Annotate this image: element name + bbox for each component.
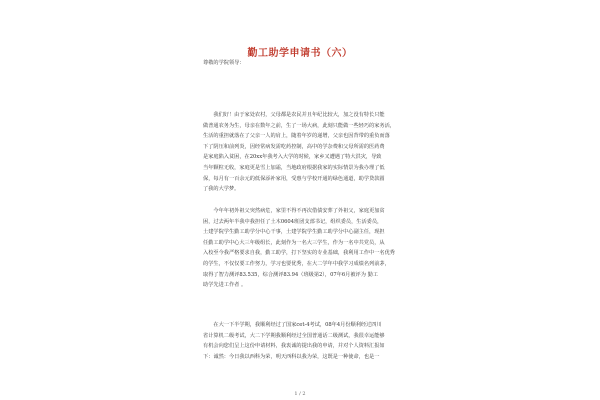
document-title: 勤工助学申请书（六） — [247, 48, 353, 59]
paragraph-line: 是家庭陷入贫困，在20xx年我考入大学的时候，家乡又遭遇了特大洪灾，导致 — [203, 154, 382, 161]
paragraph-line: 入校至今我严格要求自我，勤工助学，打下坚实的专业基础，我利用工作中一名优秀 — [203, 250, 395, 257]
paragraph-line: 保，每月有一百余元的低保添补家用，受惠与学校开通的绿色通道，助学贷款圆 — [203, 175, 385, 182]
paragraph-line: 下了阴压和前列炎，因经常病发需吃药控制，高中的学杂费和父母所需的医药费 — [203, 143, 385, 150]
page-indicator: 1 / 2 — [294, 391, 306, 397]
paragraph-2 — [203, 206, 415, 291]
paragraph-line: 有机会向您们呈上这份申请材料，我衷诚的提出我的申请，并对个人资料汇报如 — [203, 343, 385, 350]
paragraph-line: 困，过去两年半我中我担任了土木0604班团支部书记，组织委员，生活委员， — [203, 218, 383, 225]
paragraph-line: 今年年初外祖父突然病危，家里不得不再次借债安葬了外祖父，家庭更加贫 — [213, 208, 385, 214]
paragraph-line: 土建学院学生勤工助学分中心干事，土建学院学生勤工助学分中心副主任，现担 — [203, 229, 385, 236]
paragraph-line: 取得了智力测评83.535，综合测评83.94（班级第2），07年6月被评为 勤工 — [203, 271, 378, 278]
salutation-line: 尊敬的学院领导： — [203, 60, 245, 66]
paragraph-line: 生活的重担就落在了父亲一人的肩上，随着年岁的递增，父亲也因背带的重负而落 — [203, 133, 390, 140]
paragraph-line: 省计算机二级考试，大二下学期我顺利经过全国普通话二级测试，我很幸运能够 — [203, 332, 385, 339]
paragraph-line: 在大一下半学期，我顺利经过了国家cet-4考试，08年4月份顺利经过四川 — [213, 322, 382, 328]
paragraph-line: 了我的大学梦。 — [203, 186, 240, 193]
paragraph-line: 当年颗粒无收，家庭更是雪上加霜，当地政府根据我家的实际情景为我办理了低 — [203, 164, 385, 171]
paragraph-line: 的学生，不仅仅要工作努力，学习也要优秀，在大二学年中我学习成绩名列前茅， — [203, 260, 390, 267]
paragraph-1 — [203, 110, 415, 195]
paragraph-line: 下：诚然：今日我以西科为荣，明天西科以我为荣，这既是一种使命，也是一 — [203, 353, 380, 360]
paragraph-line: 我们好！由于家处农村，父母都是农民并且年纪比较大，加之没有特长只能 — [213, 112, 385, 118]
paragraph-line: 助学先进工作者 。 — [203, 282, 247, 289]
paragraph-3 — [203, 320, 415, 362]
salutation — [203, 58, 415, 69]
paragraph-line: 做普通农务为生，母亲在数年之前，生了一场大病，此刻只能做一些轻巧的家务活， — [203, 122, 395, 129]
paragraph-line: 任勤工助学中心大三年级组长，此刻作为一名大三学生，作为一名中共党员，从 — [203, 239, 385, 246]
